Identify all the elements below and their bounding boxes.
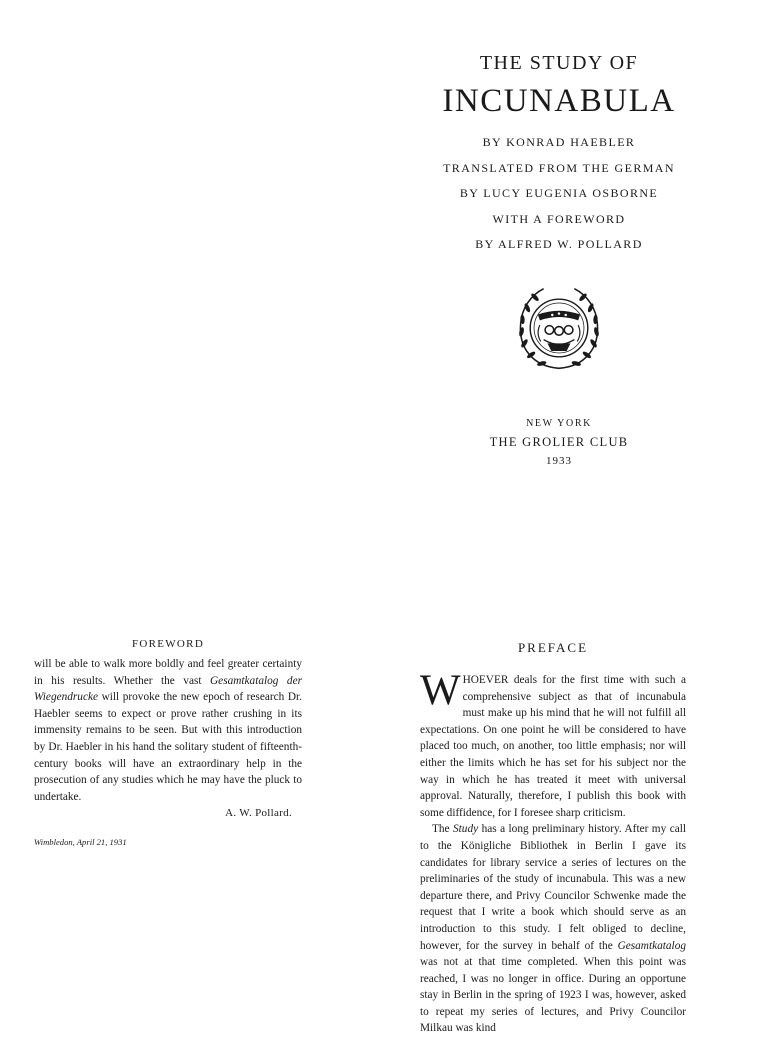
foreword-text: will be able to walk more boldly and feel greater certainty in his results. Whether the vast: [34, 658, 302, 687]
foreword-page: [34, 638, 302, 847]
foreword-dateline: Wimbledon, April 21, 1931: [34, 837, 127, 848]
preface-italic-term: Gesamtkatalog: [617, 939, 686, 952]
foreword-author-credit: BY ALFRED W. POLLARD: [475, 237, 643, 251]
foreword-running-head: FOREWORD: [131, 638, 205, 650]
imprint: [400, 418, 718, 467]
author-credit: BY KONRAD HAEBLER: [482, 135, 636, 149]
translation-credit: TRANSLATED FROM THE GERMAN: [443, 160, 675, 175]
imprint-publisher: THE GROLIER CLUB: [489, 434, 629, 449]
imprint-year: 1933: [546, 454, 572, 467]
preface-text: The: [432, 823, 454, 836]
drop-cap: W: [420, 667, 461, 714]
main-title: INCUNABULA: [442, 83, 676, 119]
preface-paragraph: [420, 667, 686, 821]
preface-text: HOEVER deals for the first time with such a comprehensive subject as that of incunabula must make up his mind that he will not fulfill all expectations. On one point he will be considered to have placed too much, on another, too little emphasis; nor will either the limits which he has set for his subject nor the way in which he has treated it meet with universal approval. Naturally, therefore, I publish this book with some diffidence, for I foresee sharp criticism.: [420, 674, 686, 819]
preface-italic-term: Study: [453, 823, 479, 836]
pre-title: THE STUDY OF: [479, 52, 639, 74]
foreword-signature: A. W. Pollard.: [225, 807, 292, 820]
foreword-title-reference: Gesamtkatalog der Wiegendrucke: [34, 674, 302, 704]
foreword-body: [34, 656, 302, 805]
foreword-text: will provoke the new epoch of research Dr. Haebler seems to expect or prove rather crushing in its immensity remains to be seen. But with this introduction by Dr. Haebler in his hand the solitary student of fifteenth-century books will have an extraordinary help in the prosecution of any studies which he may have the pluck to undertake.: [34, 691, 302, 803]
preface-text: was not at that time completed. When this point was reached, I was no longer in office. During an opportune stay in Berlin in the spring of 1923 I was, however, asked to repeat my series of lectures, and Privy Councilor Milkau was kind: [420, 956, 686, 1035]
preface-paragraph: [420, 821, 686, 1037]
grolier-club-seal-icon: [511, 280, 607, 376]
foreword-credit: WITH A FOREWORD: [492, 211, 626, 226]
preface-page: [420, 640, 686, 1037]
title-page: [400, 52, 718, 467]
preface-text: has a long preliminary history. After my call to the Königliche Bibliothek in Berlin I gave its candidates for library service a series of lectures on the preliminaries of the study of incunabula. This was a new departure there, and Privy Councilor Schwenke made the request that I write a book which should serve as an introduction to this study. I felt obliged to decline, however, for the survey in behalf of the: [420, 823, 686, 952]
imprint-city: NEW YORK: [526, 417, 592, 429]
preface-heading: PREFACE: [517, 640, 589, 655]
translator-credit: BY LUCY EUGENIA OSBORNE: [459, 186, 659, 200]
